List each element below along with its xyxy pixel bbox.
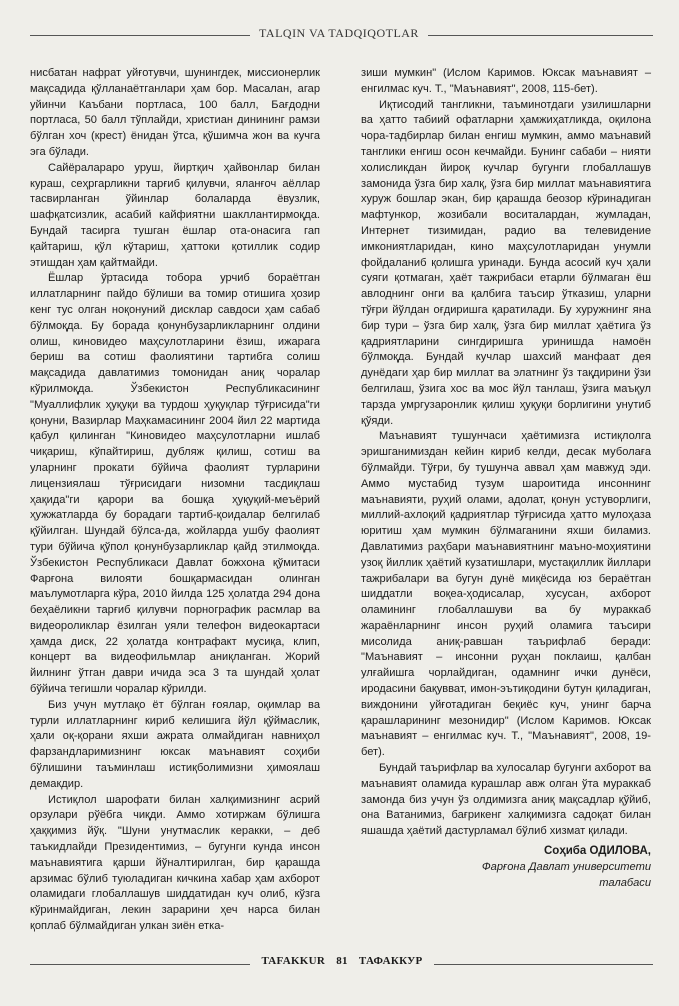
paragraph: Сайёралараро уруш, йиртқич ҳайвонлар билан кураш, сеҳргарликни тарғиб қилувчи, яланғоч аёллар тасвирланган ўйинлар болаларда ёвузлик, шафқатсизлик, асабий кайфиятни шакллантирмоқда. Бундай тасирга тушган ёшлар ота-онасига гап қайтариш, қўл кўтариш, ҳаттоки қотиллик содир этишдан ҳам қайтмайди. [30,161,320,269]
author-affiliation: Фарғона Давлат университети [481,860,651,873]
paragraph: Биз учун мутлақо ёт бўлган ғоялар, оқимлар ва турли иллатларнинг кириб келишига йўл қўймаслик, ҳали оқ-қорани яхши ажрата олмайдиган навниҳол фарзандларимизнинг юксак маънавият соҳиби бўлишини таъминлаш истиқболимизни ҳимоялаш демакдир. [30,698,320,790]
right-column [361,66,651,891]
paragraph: Истиқлол шарофати билан халқимизнинг асрий орзулари рўёбга чиқди. Аммо хотиржам бўлишга ҳаққимиз йўқ. "Шуни унутмаслик керакки, – деб таъкидлайди Президентимиз, – бугунги кунда инсон маънавиятига қарши йўналтирилган, бир қарашда арзимас бўлиб туюладиган кичкина хабар ҳам ахборот оламидаги глобаллашув шиддатидан куч олиб, кўзга кўринмайдиган, лекин зарарини ҳеч нарса билан қоплаб бўлмайдиган улкан зиён етка- [30,793,320,933]
author-name: Соҳиба ОДИЛОВА, [544,845,651,858]
paragraph: Иқтисодий тангликни, таъминотдаги узилишларни ва ҳатто табиий офатларни ҳамжиҳатликда, оқилона чора-тадбирлар билан енгиш мумкин, аммо маънавий танглики енгиш осон кечмайди. Бунинг сабаби – нияти холисликдан йироқ кучлар бугунги глобаллашув замонида ўзга бир халқ, ўзга бир миллат маънавиятига хуруж бошлар экан, бир қарашда беозор кўринадиган мафтункор, жозибали воситалардан, жумладан, Интернет тизимидан, радио ва телевидение имкониятларидан, кино маҳсулотларидан унумли фойдаланиб қолишга уринади. Бунда асосий куч ҳали суяги қотмаган, ҳаёт тажрибаси етарли бўлмаган ёш авлоднинг онги ва қалбига таъсир ўтказиш, уларни тўғри йўлдан оғдиришга қаратилади. Бу хуружнинг яна бир тури – ўзга бир халқ, ўзга бир миллат ҳаётига ўз қадриятларини сингдиришга уринишда намоён бўлмоқда. Бундай кучлар шахсий манфаат дея дунёдаги ҳар бир миллат ва элатнинг ўз тақдирини ўзи белгилаш, ўзига хос ва мос йўл танлаш, ўзига маъқул тарзда умргузаронлик қилиш ҳуқуқи борлигини унутиб қўяди. [361,98,651,427]
footer-rule-left [30,964,250,965]
running-header [0,24,679,44]
header-title: TALQIN VA TADQIQOTLAR [259,26,419,40]
footer-text [252,955,432,967]
paragraph: нисбатан нафрат уйғотувчи, шунингдек, миссионерлик мақсадида қўлланаётганлари ҳам бор. Масалан, агар уйинчи Каъбани портласа, 100 балл, Бағдодни портласа, 50 балл тўплайди, христиан динининг рамзи бўлган хоч (крест) ёнидан ўтса, қўшимча жон ва кучга эга бўлади. [30,67,320,158]
paragraph: Маънавият тушунчаси ҳаётимизга истиқлолга эришганимиздан кейин кириб келди, десак муболаға бўлмайди. Тўғри, бу тушунча аввал ҳам мавжуд эди. Аммо мустабид тузум шароитида инсоннинг маънавияти, руҳий олами, адолат, қонун устуворлиги, миллий-ахлоқий қадриятлар тўғрисида ҳатто мулоҳаза юритиш ҳам мумкин бўлмаганини яхши биламиз. Давлатимиз раҳбари маънавиятнинг маъно-моҳиятини узоқ йиллик ҳаётий кузатишлари, мустақиллик йиллари тажрибалари ва бугун дунё миқёсида юз бераётган шиддатли воқеа-ҳодисалар, хусусан, ахборот оламининг глобаллашуви ва бу мураккаб жараёнларнинг инсон руҳий оламига таъсири мисолида аниқ-равшан таърифлаб беради: "Маънавият – инсонни руҳан поклаиш, қалбан улғайишга чорлайдиган, одамнинг ички дунёси, иродасини бақувват, имон-эътиқодини бутун қиладиган, виждонини уйғотадиган беқиёс куч, унинг барча қарашларининг мезонидир" (Ислом Каримов. Юксак маънавият – енгилмас куч. Т., "Маънавият", 2008, 19-бет). [361,430,651,759]
paragraph: Бундай таърифлар ва хулосалар бугунги ахборот ва маънавият оламида курашлар авж олган ўта мураккаб замонда биз учун ўз олдимизга аниқ мақсадлар қўйиб, она Ватанимиз, бағрикенг халқимизга садоқат билан яшашда ҳаётий дастурламал бўлиб хизмат қилади. [361,762,651,838]
left-column [30,66,320,935]
page-number: 81 [336,955,348,967]
paragraph: зиши мумкин" (Ислом Каримов. Юксак маънавият – енгилмас куч. Т., "Маънавият", 2008, 115-бет). [361,67,651,95]
footer-left-label: TAFAKKUR [261,955,326,967]
author-affiliation-role: талабаси [599,876,651,889]
paragraph: Ёшлар ўртасида тобора урчиб бораётган иллатларнинг пайдо бўлиши ва томир отишига ҳозир кенг тус олган ноқонуний дисклар савдоси ҳам сабаб бўлмоқда. Бу борада қонунбузарликларнинг олдини олиш, киновидео маҳсулотларини ёзиш, ижарага бериш ва сотиш фаолиятини тартибга солиш мақсадида давлатимиз томонидан аниқ чоралар кўрилмоқда. Ўзбекистон Республикасининг "Муаллифлик ҳуқуқи ва турдош ҳуқуқлар тўғрисида"ги қонуни, Вазирлар Маҳкамасининг 2004 йил 22 мартида қабул қилинган "Киновидео маҳсулотларни ишлаб чиқариш, кўпайтириш, дубляж қилиш, сотиш ва уларнинг прокати бўйича фаолият турларини лицензиялаш тўғрисидаги низомни тасдиқлаш ҳақида"ги қарори ва бошқа ҳуқуқий-меъёрий ҳужжатларда бу борадаги тартиб-қоидалар белгилаб қўйилган. Шундай бўлса-да, жойларда ушбу фаолият тури бўйича қўпол қонунбузарликлар қайд этилмоқда. Ўзбекистон Республикаси Давлат божхона қўмитаси Фарғона вилояти бошқармасидан олинган маълумотларга кўра, 2010 йилда 125 ҳолатда 294 дона беҳаёликни тарғиб қилувчи порнографик расмлар ва видеороликлар ёзилган уяли телефон видеокартаси ҳамда диск, 22 ҳолатда контрафакт мусиқа, клип, концерт ва видеофильмлар аниқланган. Жорий йилнинг ўтган даври ичида эса 3 та шундай ҳолат бўйича тегишли чоралар кўрилди. [30,272,320,696]
header-rule-right [428,35,653,36]
footer-right-label: ТАФАККУР [358,955,423,967]
running-footer [0,955,679,975]
header-rule-left [30,35,250,36]
author-signature [361,844,651,891]
footer-rule-right [434,964,653,965]
